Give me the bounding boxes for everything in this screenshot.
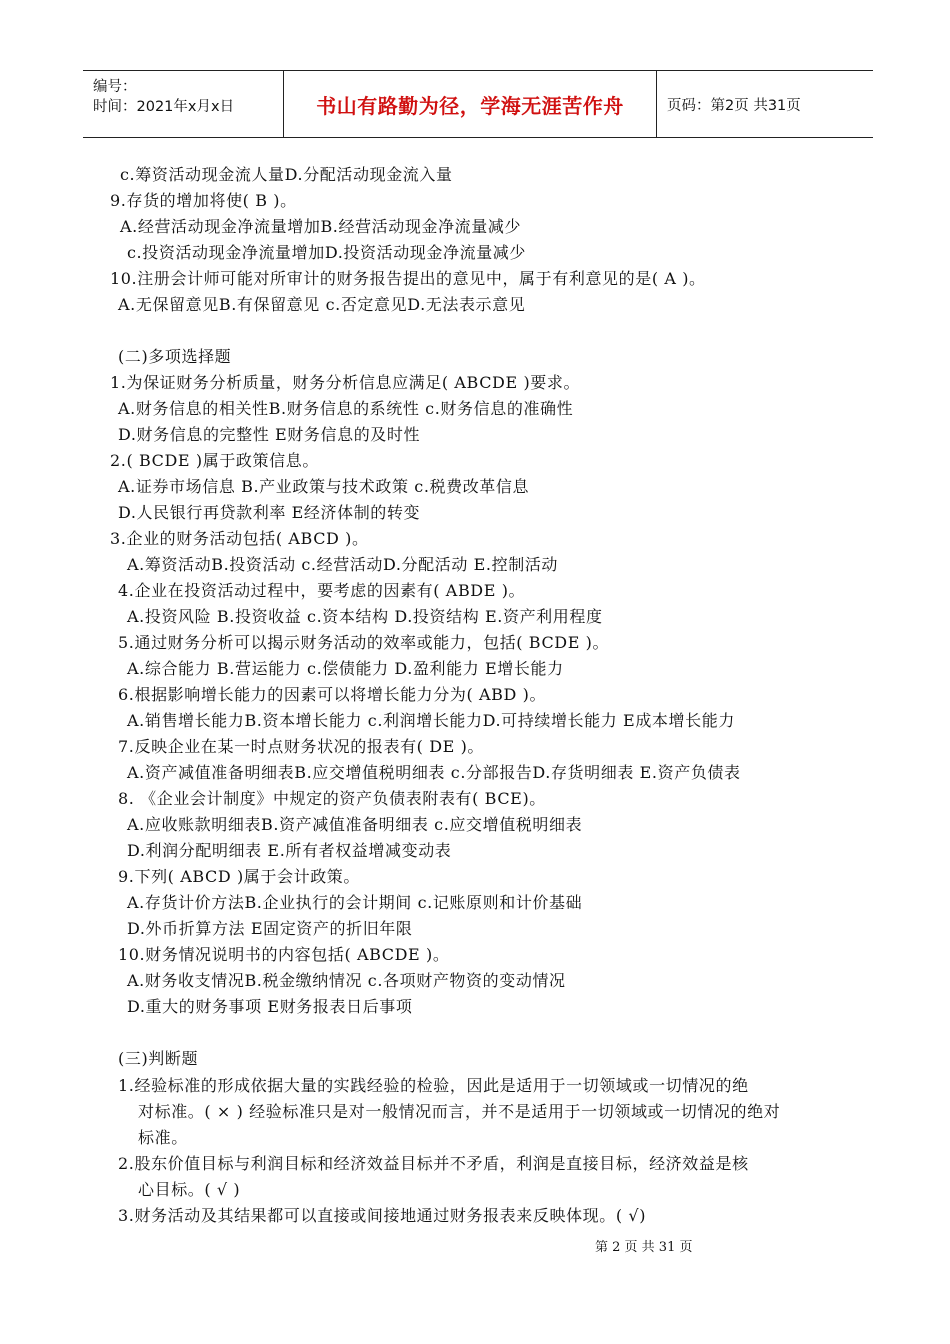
text-line: 2.( BCDE )属于政策信息。 [110, 451, 319, 470]
text-line: 4.企业在投资活动过程中，要考虑的因素有( ABDE )。 [118, 581, 526, 600]
text-line: 10.财务情况说明书的内容包括( ABCDE )。 [118, 945, 450, 964]
text-line: 心目标。( √ ) [138, 1180, 241, 1199]
text-line: A.销售增长能力B.资本增长能力 c.利润增长能力D.可持续增长能力 E成本增长能力 [127, 711, 735, 730]
text-line: 7.反映企业在某一时点财务状况的报表有( DE )。 [118, 737, 485, 756]
text-line: 3.财务活动及其结果都可以直接或间接地通过财务报表来反映体现。( √) [118, 1206, 647, 1225]
text-line: D.重大的财务事项 E财务报表日后事项 [127, 997, 413, 1016]
page-footer: 第 2 页 共 31 页 [595, 1240, 693, 1255]
text-line: c.投资活动现金净流量增加D.投资活动现金净流量减少 [127, 243, 526, 262]
text-line: 5.通过财务分析可以揭示财务活动的效率或能力，包括( BCDE )。 [118, 633, 610, 652]
text-line: A.存货计价方法B.企业执行的会计期间 c.记账原则和计价基础 [127, 893, 583, 912]
text-line: 标准。 [138, 1128, 188, 1147]
text-line: A.综合能力 B.营运能力 c.偿债能力 D.盈利能力 E增长能力 [127, 659, 564, 678]
text-line: D.利润分配明细表 E.所有者权益增减变动表 [127, 841, 452, 860]
text-line: D.外币折算方法 E固定资产的折旧年限 [127, 919, 413, 938]
text-line: 9.下列( ABCD )属于会计政策。 [118, 867, 361, 886]
text-line: D.财务信息的完整性 E财务信息的及时性 [118, 425, 421, 444]
text-line: A.无保留意见B.有保留意见 c.否定意见D.无法表示意见 [118, 295, 526, 314]
page-info: 页码：第2页 共31页 [667, 97, 801, 114]
section-heading: (二)多项选择题 [118, 347, 232, 366]
text-line: 8. 《企业会计制度》中规定的资产负债表附表有( BCE)。 [118, 789, 546, 808]
text-line: 1.为保证财务分析质量，财务分析信息应满足( ABCDE )要求。 [110, 373, 581, 392]
text-line: D.人民银行再贷款利率 E经济体制的转变 [118, 503, 421, 522]
text-line: 2.股东价值目标与利润目标和经济效益目标并不矛盾，利润是直接目标，经济效益是核 [118, 1154, 749, 1173]
text-line: 1.经验标准的形成依据大量的实践经验的检验，因此是适用于一切领域或一切情况的绝 [118, 1076, 749, 1095]
serial-label: 编号： [93, 79, 137, 95]
text-line: A.经营活动现金净流量增加B.经营活动现金净流量减少 [120, 217, 522, 236]
text-line: A.应收账款明细表B.资产减值准备明细表 c.应交增值税明细表 [127, 815, 583, 834]
motto: 书山有路勤为径，学海无涯苦作舟 [316, 93, 624, 118]
text-line: 10.注册会计师可能对所审计的财务报告提出的意见中，属于有利意见的是( A )。 [110, 269, 706, 288]
text-line: 3.企业的财务活动包括( ABCD )。 [110, 529, 369, 548]
text-line: A.财务收支情况B.税金缴纳情况 c.各项财产物资的变动情况 [127, 971, 566, 990]
text-line: A.资产减值准备明细表B.应交增值税明细表 c.分部报告D.存货明细表 E.资产负债表 [127, 763, 741, 782]
text-line: c.筹资活动现金流人量D.分配活动现金流入量 [120, 165, 453, 184]
section-heading: (三)判断题 [118, 1049, 199, 1068]
text-line: 对标准。( × ) 经验标准只是对一般情况而言，并不是适用于一切领域或一切情况的绝对 [138, 1102, 781, 1121]
text-line: A.财务信息的相关性B.财务信息的系统性 c.财务信息的准确性 [118, 399, 574, 418]
text-line: A.投资风险 B.投资收益 c.资本结构 D.投资结构 E.资产利用程度 [127, 607, 603, 626]
text-line: 9.存货的增加将使( B )。 [110, 191, 297, 210]
text-line: A.筹资活动B.投资活动 c.经营活动D.分配活动 E.控制活动 [127, 555, 559, 574]
text-line: A.证券市场信息 B.产业政策与技术政策 c.税费改革信息 [118, 477, 530, 496]
time-label: 时间：2021年x月x日 [93, 99, 235, 115]
text-line: 6.根据影响增长能力的因素可以将增长能力分为( ABD )。 [118, 685, 547, 704]
